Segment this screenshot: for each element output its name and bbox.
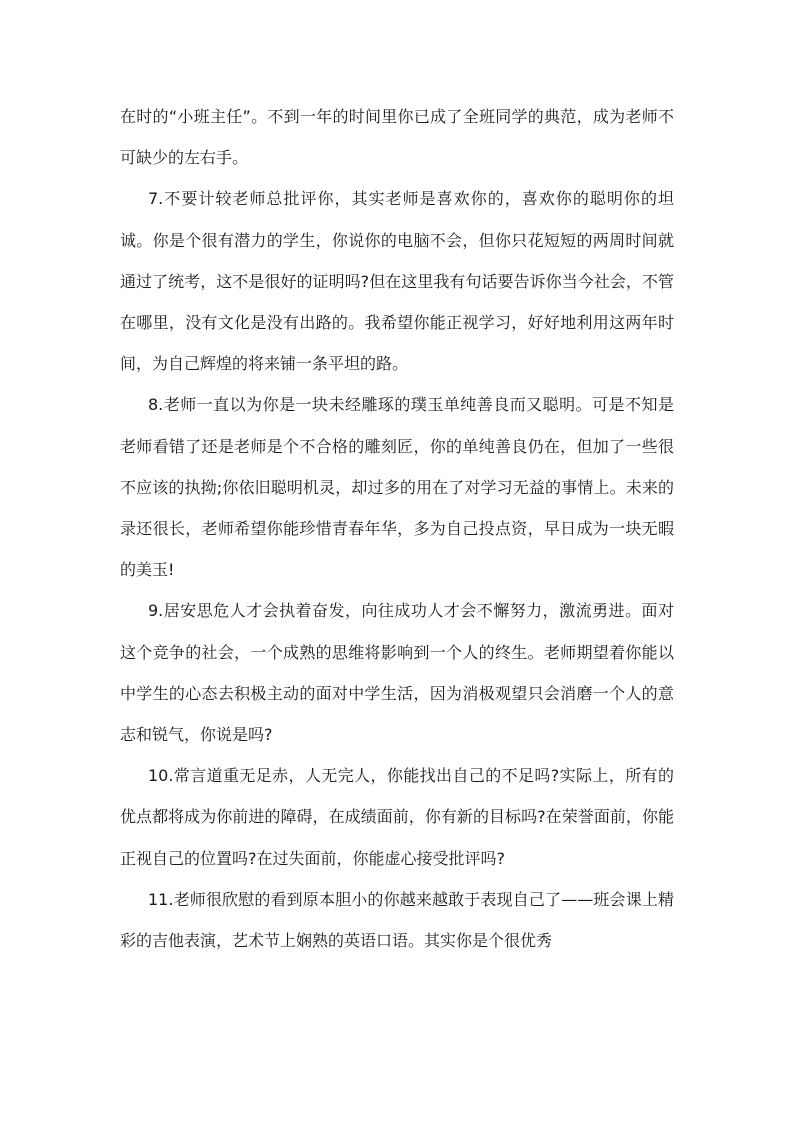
paragraph-continuation: 在时的“小班主任”。不到一年的时间里你已成了全班同学的典范，成为老师不可缺少的左右手。 [120, 107, 674, 168]
paragraph-item-10: 10.常言道重无足赤，人无完人，你能找出自己的不足吗?实际上，所有的优点都将成为你前进的障碍，在成绩面前，你有新的目标吗?在荣誉面前，你能正视自己的位置吗?在过失面前，你能虚心接受批评吗? [120, 766, 674, 868]
document-body [120, 96, 674, 961]
paragraph-item-11: 11.老师很欣慰的看到原本胆小的你越来越敢于表现自己了——班会课上精彩的吉他表演，艺术节上娴熟的英语口语。其实你是个很优秀 [120, 889, 674, 951]
paragraph-item-7: 7.不要计较老师总批评你，其实老师是喜欢你的，喜欢你的聪明你的坦诚。你是个很有潜力的学生，你说你的电脑不会，但你只花短短的两周时间就通过了统考，这不是很好的证明吗?但在这里我有句话要告诉你当今社会，不管在哪里，没有文化是没有出路的。我希望你能正视学习，好好地利用这两年时间，为自己辉煌的将来铺一条平坦的路。 [120, 189, 674, 374]
paragraph-item-9: 9.居安思危人才会执着奋发，向往成功人才会不懈努力，激流勇进。面对这个竞争的社会，一个成熟的思维将影响到一个人的终生。老师期望着你能以中学生的心态去积极主动的面对中学生活，因为消极观望只会消磨一个人的意志和锐气，你说是吗? [120, 601, 674, 745]
paragraph-item-8: 8.老师一直以为你是一块未经雕琢的璞玉单纯善良而又聪明。可是不知是老师看错了还是老师是个不合格的雕刻匠，你的单纯善良仍在，但加了一些很不应该的执拗;你依旧聪明机灵，却过多的用在了对学习无益的事情上。未来的录还很长，老师希望你能珍惜青春年华，多为自己投点资，早日成为一块无暇的美玉! [120, 395, 674, 580]
